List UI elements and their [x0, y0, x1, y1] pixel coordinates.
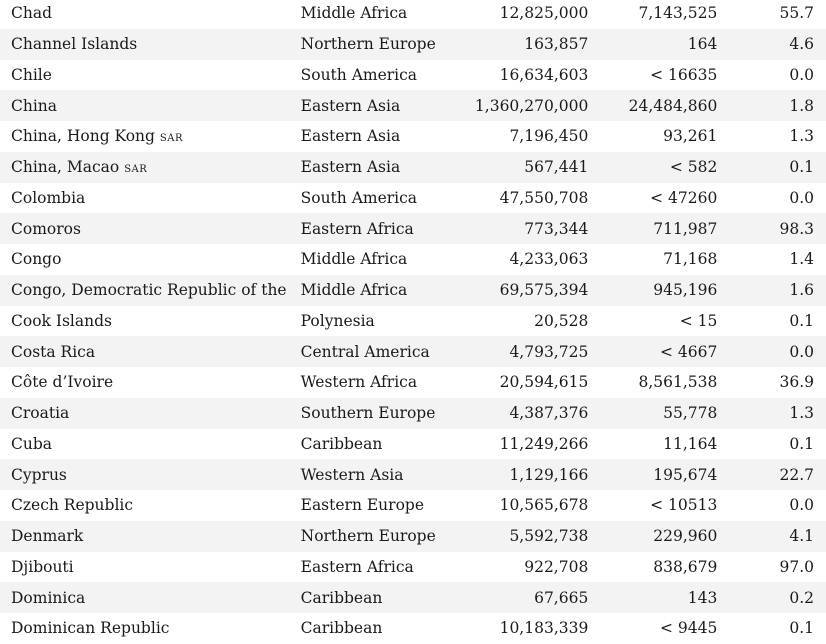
table-row [0, 60, 826, 91]
table-row [0, 429, 826, 460]
percent-cell: 0.2 [789, 588, 814, 607]
country-name: Costa Rica [11, 342, 96, 361]
percent-cell: 36.9 [779, 373, 814, 392]
table-row [0, 306, 826, 337]
country-cell [0, 490, 295, 521]
table-row [0, 183, 826, 214]
muslim-population-cell: < 582 [669, 158, 718, 177]
country-name: Congo, Democratic Republic of the [11, 281, 287, 300]
table-row [0, 582, 826, 613]
muslim-population-cell: 143 [687, 588, 718, 607]
muslim-population-cell: 8,561,538 [638, 373, 718, 392]
table-row [0, 490, 826, 521]
country-name: Croatia [11, 404, 70, 423]
country-name: Denmark [11, 527, 84, 546]
country-name: China [11, 96, 58, 115]
table-row [0, 0, 826, 29]
population-cell: 20,594,615 [499, 373, 589, 392]
country-cell [0, 398, 295, 429]
percent-cell: 98.3 [779, 219, 814, 238]
country-cell [0, 152, 295, 183]
population-cell: 16,634,603 [499, 65, 589, 84]
region-cell: Caribbean [300, 434, 383, 453]
country-cell [0, 244, 295, 275]
muslim-population-cell: < 9445 [659, 619, 718, 638]
table-row [0, 244, 826, 275]
table-row [0, 552, 826, 583]
country-suffix: sar [124, 159, 148, 176]
country-cell [0, 613, 295, 644]
muslim-population-cell: < 16635 [650, 65, 718, 84]
muslim-population-cell: < 47260 [650, 188, 718, 207]
region-cell: Eastern Asia [300, 96, 401, 115]
country-cell [0, 60, 295, 91]
muslim-population-cell: 195,674 [653, 465, 718, 484]
country-cell [0, 275, 295, 306]
country-name: Chile [11, 65, 52, 84]
percent-cell: 0.0 [789, 496, 814, 515]
muslim-population-cell: 711,987 [653, 219, 718, 238]
country-name: Comoros [11, 219, 81, 238]
country-name: Dominica [11, 588, 86, 607]
population-cell: 11,249,266 [499, 434, 589, 453]
muslim-population-cell: 71,168 [663, 250, 718, 269]
country-name: China, Hong Kong [11, 126, 155, 145]
population-cell: 163,857 [524, 35, 589, 54]
country-cell [0, 582, 295, 613]
percent-cell: 1.3 [789, 404, 814, 423]
region-cell: South America [300, 188, 418, 207]
region-cell: Western Africa [300, 373, 418, 392]
table-row [0, 367, 826, 398]
population-cell: 67,665 [534, 588, 589, 607]
country-name: Cuba [11, 434, 53, 453]
country-name: China, Macao [11, 157, 120, 176]
region-cell: Eastern Europe [300, 496, 424, 515]
region-cell: Caribbean [300, 619, 383, 638]
population-cell: 10,183,339 [499, 619, 589, 638]
population-cell: 4,233,063 [509, 250, 589, 269]
table-row [0, 213, 826, 244]
country-cell [0, 521, 295, 552]
population-cell: 12,825,000 [499, 4, 589, 23]
percent-cell: 1.3 [789, 127, 814, 146]
population-cell: 773,344 [524, 219, 589, 238]
table-row [0, 152, 826, 183]
population-cell: 5,592,738 [509, 527, 589, 546]
muslim-population-cell: < 10513 [650, 496, 718, 515]
percent-cell: 4.1 [789, 527, 814, 546]
country-name: Channel Islands [11, 35, 138, 54]
muslim-population-cell: 164 [687, 35, 718, 54]
muslim-population-cell: 11,164 [663, 434, 718, 453]
percent-cell: 1.4 [789, 250, 814, 269]
population-cell: 922,708 [524, 557, 589, 576]
population-cell: 10,565,678 [499, 496, 589, 515]
region-cell: Central America [300, 342, 430, 361]
population-cell: 1,129,166 [509, 465, 589, 484]
country-cell [0, 367, 295, 398]
region-cell: Eastern Africa [300, 557, 414, 576]
table-row [0, 90, 826, 121]
country-cell [0, 306, 295, 337]
table-row [0, 29, 826, 60]
percent-cell: 1.8 [789, 96, 814, 115]
country-name: Congo [11, 250, 62, 269]
percent-cell: 0.0 [789, 65, 814, 84]
table-row [0, 336, 826, 367]
population-cell: 20,528 [534, 311, 589, 330]
muslim-population-cell: 7,143,525 [638, 4, 718, 23]
region-cell: Western Asia [300, 465, 404, 484]
country-cell [0, 29, 295, 60]
percent-cell: 55.7 [779, 4, 814, 23]
region-cell: South America [300, 65, 418, 84]
percent-cell: 0.1 [789, 434, 814, 453]
country-name: Côte d’Ivoire [11, 373, 114, 392]
country-cell [0, 121, 295, 152]
percent-cell: 0.0 [789, 342, 814, 361]
region-cell: Northern Europe [300, 35, 436, 54]
region-cell: Southern Europe [300, 404, 436, 423]
percent-cell: 22.7 [779, 465, 814, 484]
region-cell: Northern Europe [300, 527, 436, 546]
region-cell: Eastern Asia [300, 158, 401, 177]
table-row [0, 275, 826, 306]
muslim-population-cell: 945,196 [653, 281, 718, 300]
country-name: Cook Islands [11, 311, 112, 330]
country-name: Djibouti [11, 557, 74, 576]
muslim-population-cell: 229,960 [653, 527, 718, 546]
country-name: Czech Republic [11, 496, 134, 515]
muslim-population-cell: 838,679 [653, 557, 718, 576]
muslim-population-cell: < 4667 [659, 342, 718, 361]
percent-cell: 0.0 [789, 188, 814, 207]
region-cell: Middle Africa [300, 250, 408, 269]
country-cell [0, 429, 295, 460]
table-row [0, 521, 826, 552]
muslim-population-cell: < 15 [679, 311, 718, 330]
country-cell [0, 459, 295, 490]
muslim-population-cell: 24,484,860 [628, 96, 718, 115]
country-suffix: sar [159, 128, 184, 145]
region-cell: Caribbean [300, 588, 383, 607]
country-cell [0, 90, 295, 121]
percent-cell: 0.1 [789, 311, 814, 330]
region-cell: Middle Africa [300, 281, 408, 300]
country-cell [0, 336, 295, 367]
country-name: Chad [11, 4, 53, 23]
table-row [0, 398, 826, 429]
population-cell: 4,793,725 [509, 342, 589, 361]
region-cell: Polynesia [300, 311, 375, 330]
population-cell: 1,360,270,000 [474, 96, 589, 115]
population-cell: 4,387,376 [509, 404, 589, 423]
region-cell: Eastern Africa [300, 219, 414, 238]
country-cell [0, 213, 295, 244]
region-cell: Middle Africa [300, 4, 408, 23]
muslim-population-cell: 93,261 [663, 127, 718, 146]
percent-cell: 4.6 [789, 35, 814, 54]
percent-cell: 97.0 [779, 557, 814, 576]
population-cell: 7,196,450 [509, 127, 589, 146]
region-cell: Eastern Asia [300, 127, 401, 146]
population-cell: 567,441 [524, 158, 589, 177]
table-row [0, 459, 826, 490]
country-name: Dominican Republic [11, 619, 170, 638]
percent-cell: 1.6 [789, 281, 814, 300]
country-name: Cyprus [11, 465, 67, 484]
country-cell [0, 183, 295, 214]
population-cell: 69,575,394 [499, 281, 589, 300]
country-cell [0, 0, 295, 29]
table-row [0, 613, 826, 644]
percent-cell: 0.1 [789, 619, 814, 638]
table-row [0, 121, 826, 152]
percent-cell: 0.1 [789, 158, 814, 177]
population-cell: 47,550,708 [499, 188, 589, 207]
country-name: Colombia [11, 188, 86, 207]
country-cell [0, 552, 295, 583]
muslim-population-cell: 55,778 [663, 404, 718, 423]
